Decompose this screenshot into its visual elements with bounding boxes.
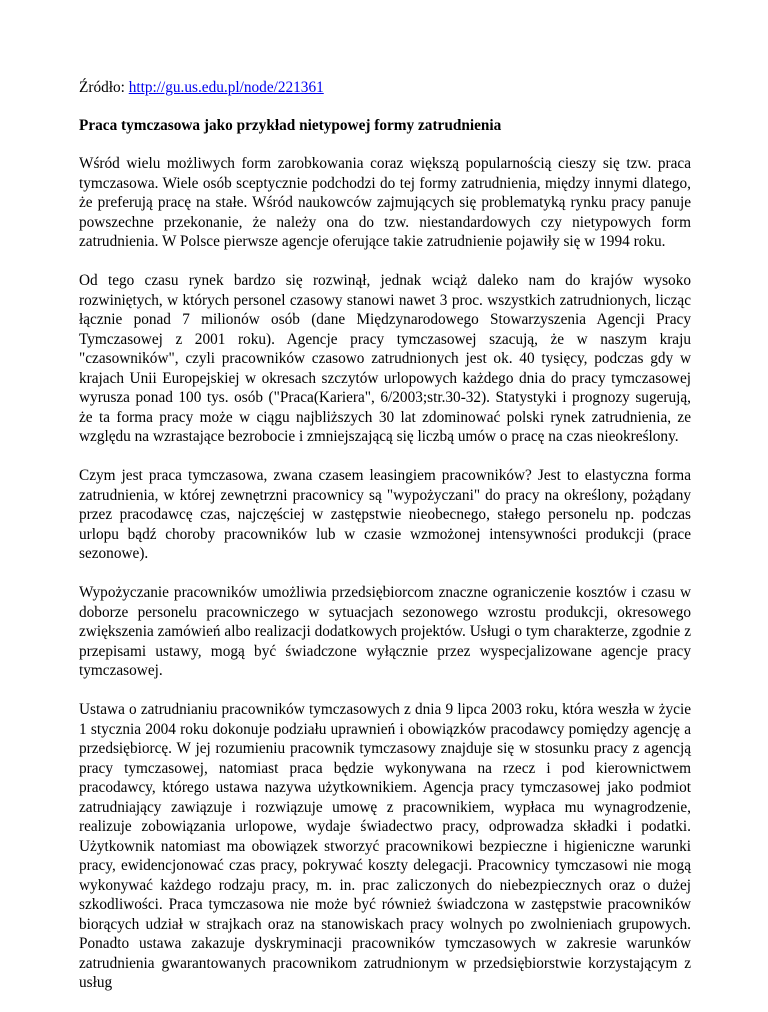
- paragraph-1: Wśród wielu możliwych form zarobkowania coraz większą popularnością cieszy się tzw. praca tymczasowa. Wiele osób sceptycznie podchodzi do tej formy zatrudnienia, między innymi dlatego, że preferują pracę na stałe. Wśród naukowców zajmujących się problematyką rynku pracy panuje powszechne przekonanie, że należy ona do tzw. niestandardowych czy nietypowych form zatrudnienia. W Polsce pierwsze agencje oferujące takie zatrudnienie pojawiły się w 1994 roku.: [79, 155, 691, 250]
- paragraph-3: Czym jest praca tymczasowa, zwana czasem leasingiem pracowników? Jest to elastyczna forma zatrudnienia, w której zewnętrzni pracownicy są "wypożyczani" do pracy na określony, pożądany przez pracodawcę czas, najczęściej w zastępstwie nieobecnego, stałego personelu np. podczas urlopu bądź choroby pracowników lub w czasie wzmożonej intensywności produkcji (prace sezonowe).: [79, 467, 691, 562]
- paragraph-5: Ustawa o zatrudnianiu pracowników tymczasowych z dnia 9 lipca 2003 roku, która weszła w życie 1 stycznia 2004 roku dokonuje podziału uprawnień i obowiązków pracodawcy pomiędzy agencję a przedsiębiorcę. W jej rozumieniu pracownik tymczasowy znajduje się w stosunku pracy z agencją pracy tymczasowej, natomiast praca będzie wykonywana na rzecz i pod kierownictwem pracodawcy, którego ustawa nazywa użytkownikiem. Agencja pracy tymczasowej jako podmiot zatrudniający zawiązuje i rozwiązuje umowę z pracownikiem, wypłaca mu wynagrodzenie, realizuje zobowiązania urlopowe, wydaje świadectwo pracy, odprowadza składki i podatki. Użytkownik natomiast ma obowiązek stworzyć pracownikowi bezpieczne i higieniczne warunki pracy, ewidencjonować czas pracy, pokrywać koszty delegacji. Pracownicy tymczasowi nie mogą wykonywać każdego rodzaju pracy, m. in. prac zaliczonych do niebezpiecznych oraz o dużej szkodliwości. Praca tymczasowa nie może być również świadczona w zastępstwie pracowników biorących udział w strajkach oraz na stanowiskach pracy wolnych po zwolnieniach grupowych. Ponadto ustawa zakazuje dyskryminacji pracowników tymczasowych w zakresie warunków zatrudnienia gwarantowanych pracownikom zatrudnionym w przedsiębiorstwie korzystającym z usług: [79, 701, 691, 991]
- source-label: Źródło:: [79, 79, 129, 96]
- source-link[interactable]: http://gu.us.edu.pl/node/221361: [128, 79, 324, 96]
- document-page: [79, 78, 691, 1012]
- article-title: Praca tymczasowa jako przykład nietypowej formy zatrudnienia: [79, 117, 502, 134]
- source-line: [79, 78, 691, 97]
- paragraph-4: Wypożyczanie pracowników umożliwia przedsiębiorcom znaczne ograniczenie kosztów i czasu w doborze personelu pracowniczego w sytuacjach sezonowego wzrostu produkcji, okresowego zwiększenia zamówień albo realizacji dodatkowych projektów. Usługi o tym charakterze, zgodnie z przepisami ustawy, mogą być świadczone wyłącznie przez wyspecjalizowane agencje pracy tymczasowej.: [79, 584, 691, 679]
- paragraph-2: Od tego czasu rynek bardzo się rozwinął, jednak wciąż daleko nam do krajów wysoko rozwiniętych, w których personel czasowy stanowi nawet 3 proc. wszystkich zatrudnionych, licząc łącznie ponad 7 milionów osób (dane Międzynarodowego Stowarzyszenia Agencji Pracy Tymczasowej z 2001 roku). Agencje pracy tymczasowej szacują, że w naszym kraju "czasowników", czyli pracowników czasowo zatrudnionych jest ok. 40 tysięcy, podczas gdy w krajach Unii Europejskiej w okresach szczytów urlopowych każdego dnia do pracy tymczasowej wyrusza ponad 100 tys. osób ("Praca(Kariera", 6/2003;str.30-32). Statystyki i prognozy sugerują, że ta forma pracy może w ciągu najbliższych 30 lat zdominować polski rynek zatrudnienia, ze względu na wzrastające bezrobocie i zmniejszającą się liczbą umów o pracę na czas nieokreślony.: [79, 272, 691, 445]
